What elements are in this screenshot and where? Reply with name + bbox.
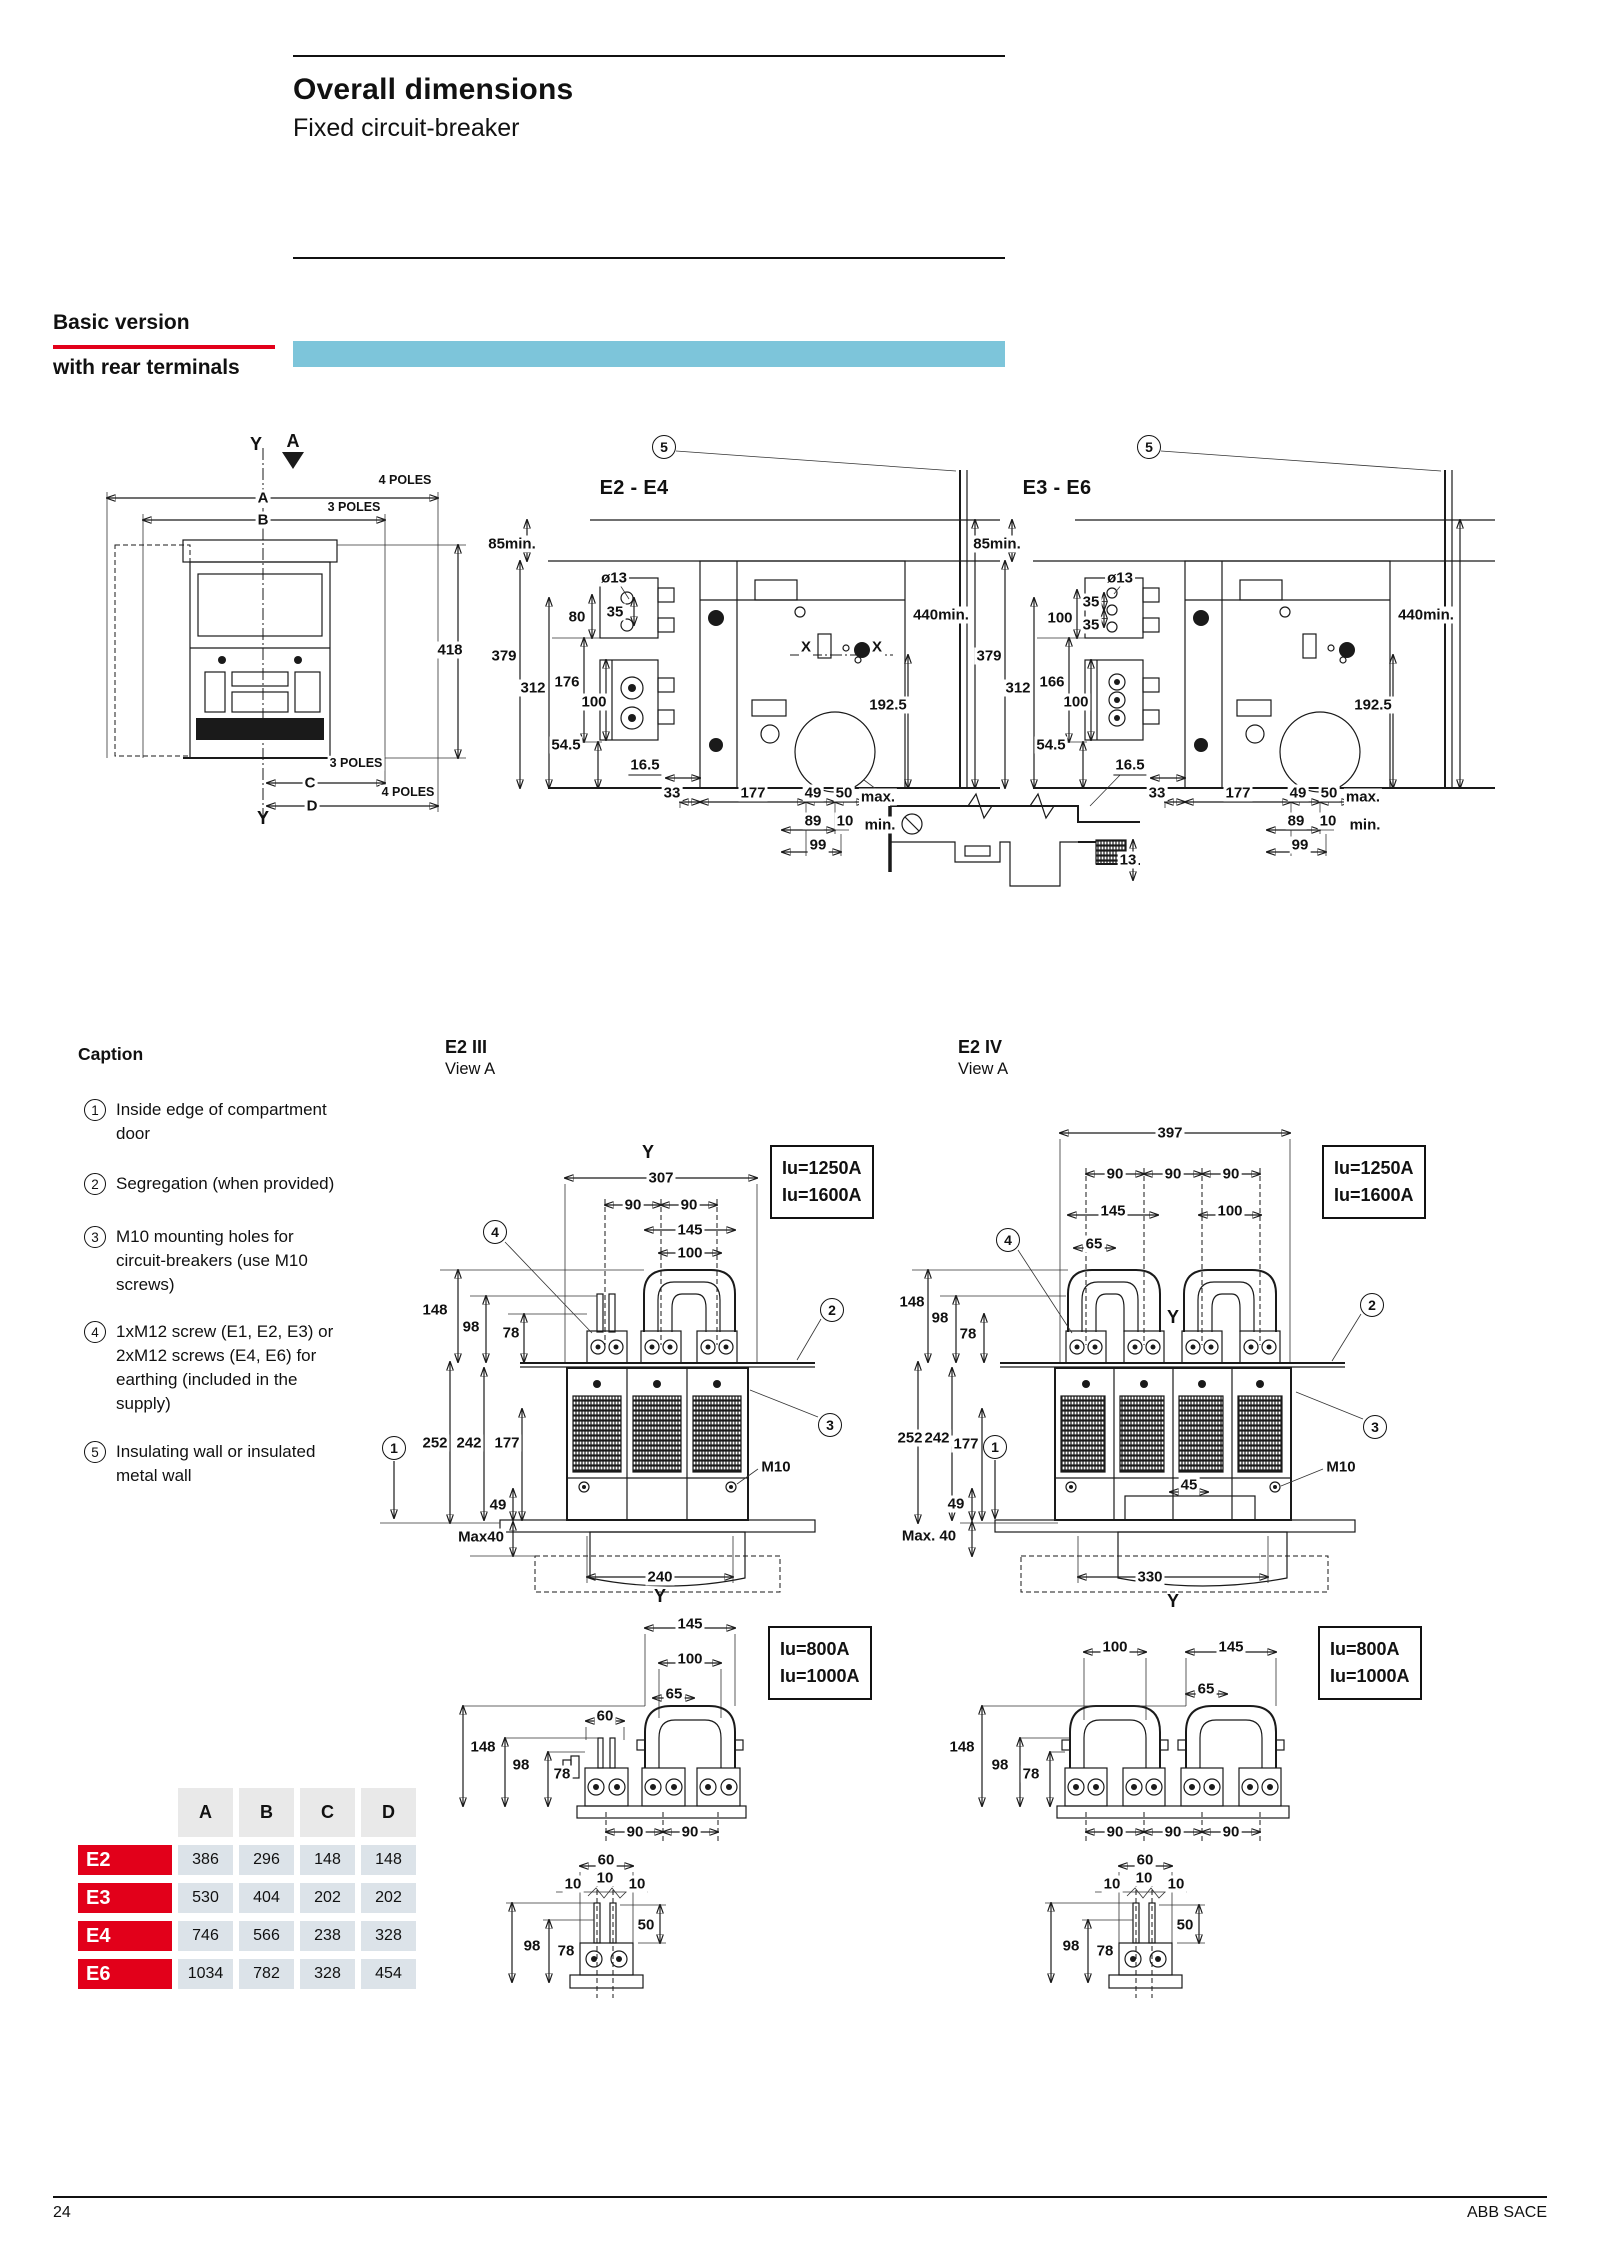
dim-label: 65 bbox=[1197, 1680, 1215, 1698]
dim-label: 10 bbox=[1135, 1869, 1153, 1887]
rating-line: Iu=800A bbox=[1330, 1639, 1400, 1659]
dim-label: X bbox=[800, 638, 812, 656]
dim-label: 90 bbox=[1222, 1165, 1240, 1183]
front-view-drawing bbox=[107, 448, 466, 822]
dim-label: ø13 bbox=[601, 569, 627, 587]
caption-text: 1xM12 screw (E1, E2, E3) or 2xM12 screws (E4, E6) for earthing (included in the supply) bbox=[116, 1322, 334, 1413]
dim-label: 10 bbox=[628, 1875, 646, 1893]
dim-label: 177 bbox=[494, 1434, 520, 1452]
dim-label: 177 bbox=[1225, 784, 1251, 802]
dim-label: 50 bbox=[835, 784, 853, 802]
table-cell: 782 bbox=[239, 1959, 294, 1989]
dim-label: 145 bbox=[677, 1615, 703, 1633]
section-title-line1: Basic version bbox=[53, 311, 190, 334]
rating-box-e2iii-high bbox=[770, 1145, 874, 1219]
dim-label: 100 bbox=[1102, 1638, 1128, 1656]
table-cell: 328 bbox=[361, 1921, 416, 1951]
dim-label: 148 bbox=[949, 1738, 975, 1756]
table-cell: 746 bbox=[178, 1921, 233, 1951]
dim-label: 10 bbox=[1319, 812, 1337, 830]
dim-label: 90 bbox=[681, 1823, 699, 1841]
dim-label: 65 bbox=[665, 1685, 683, 1703]
dim-label: 16.5 bbox=[1115, 756, 1145, 774]
table-col-header: B bbox=[239, 1788, 294, 1837]
dim-label: 379 bbox=[976, 647, 1002, 665]
dim-label: 100 bbox=[581, 693, 607, 711]
e2iii-title: E2 III bbox=[445, 1037, 488, 1057]
dim-label: 78 bbox=[1022, 1765, 1040, 1783]
dim-label: 148 bbox=[470, 1738, 496, 1756]
callout-4: 4 bbox=[996, 1228, 1020, 1252]
dim-label: 166 bbox=[1039, 673, 1065, 691]
rating-box-e2iii-low bbox=[768, 1626, 872, 1700]
table-cell: 530 bbox=[178, 1883, 233, 1913]
e2iv-heading bbox=[958, 1038, 1008, 1078]
dim-label: A bbox=[286, 431, 300, 451]
dim-label: 35 bbox=[1082, 593, 1100, 611]
dim-label: Y bbox=[256, 808, 270, 828]
dim-label: 3 POLES bbox=[329, 755, 383, 770]
table-cell: 328 bbox=[300, 1959, 355, 1989]
callout-3: 3 bbox=[818, 1413, 842, 1437]
dim-label: 98 bbox=[523, 1937, 541, 1955]
dim-label: 330 bbox=[1137, 1568, 1163, 1586]
dim-label: ø13 bbox=[1107, 569, 1133, 587]
caption-item bbox=[84, 1172, 346, 1196]
dim-label: 440min. bbox=[1398, 606, 1454, 624]
caption-text: M10 mounting holes for circuit-breakers (use M10 screws) bbox=[116, 1227, 308, 1294]
dim-label: Max. 40 bbox=[901, 1527, 957, 1545]
dim-label: 60 bbox=[597, 1851, 615, 1869]
dim-label: 440min. bbox=[913, 606, 969, 624]
dim-label: 85min. bbox=[488, 535, 536, 553]
dim-label: 418 bbox=[437, 641, 463, 659]
e2iv-title: E2 IV bbox=[958, 1037, 1003, 1057]
rating-line: Iu=1600A bbox=[782, 1185, 862, 1205]
dim-label: Max40 bbox=[458, 1528, 504, 1546]
table-cell: 148 bbox=[300, 1845, 355, 1875]
rating-line: Iu=1000A bbox=[780, 1666, 860, 1686]
dim-label: 85min. bbox=[973, 535, 1021, 553]
caption-number-icon: 4 bbox=[84, 1321, 106, 1343]
dim-label: M10 bbox=[1326, 1458, 1356, 1476]
dim-label: min. bbox=[1349, 816, 1381, 834]
rating-line: Iu=1600A bbox=[1334, 1185, 1414, 1205]
table-cell: 148 bbox=[361, 1845, 416, 1875]
dim-label: 99 bbox=[1291, 836, 1309, 854]
dim-label: 16.5 bbox=[630, 756, 660, 774]
callout-2: 2 bbox=[820, 1298, 844, 1322]
dim-label: 312 bbox=[1005, 679, 1031, 697]
table-cell: 296 bbox=[239, 1845, 294, 1875]
dim-label: 177 bbox=[740, 784, 766, 802]
dim-label: 242 bbox=[456, 1434, 482, 1452]
dim-label: 33 bbox=[663, 784, 681, 802]
table-row-label: E4 bbox=[78, 1921, 172, 1951]
table-cell: 202 bbox=[300, 1883, 355, 1913]
dim-label: 3 POLES bbox=[327, 499, 381, 514]
dim-label: 100 bbox=[1217, 1202, 1243, 1220]
rating-box-e2iv-high bbox=[1322, 1145, 1426, 1219]
table-col-header: D bbox=[361, 1788, 416, 1837]
rating-line: Iu=800A bbox=[780, 1639, 850, 1659]
dim-label: 89 bbox=[804, 812, 822, 830]
dim-label: max. bbox=[860, 788, 896, 806]
caption-number-icon: 3 bbox=[84, 1226, 106, 1248]
caption-number-icon: 5 bbox=[84, 1441, 106, 1463]
rating-line: Iu=1250A bbox=[782, 1158, 862, 1178]
dim-label: Y bbox=[653, 1586, 667, 1606]
rating-line: Iu=1000A bbox=[1330, 1666, 1410, 1686]
dim-label: 33 bbox=[1148, 784, 1166, 802]
callout-2: 2 bbox=[1360, 1293, 1384, 1317]
dim-label: 100 bbox=[1063, 693, 1089, 711]
table-col-header: A bbox=[178, 1788, 233, 1837]
table-row-label: E2 bbox=[78, 1845, 172, 1875]
dim-label: D bbox=[306, 797, 318, 815]
caption-item bbox=[84, 1440, 346, 1488]
dimensions-table bbox=[78, 1788, 416, 1989]
dim-label: 78 bbox=[557, 1942, 575, 1960]
table-row-label: E6 bbox=[78, 1959, 172, 1989]
dim-label: 50 bbox=[637, 1916, 655, 1934]
dim-label: 98 bbox=[1062, 1937, 1080, 1955]
dim-label: 90 bbox=[1106, 1165, 1124, 1183]
e2-iii-view-a-drawing bbox=[380, 1178, 821, 1592]
dim-label: 379 bbox=[491, 647, 517, 665]
caption-number-icon: 1 bbox=[84, 1099, 106, 1121]
drawing-title: E3 - E6 bbox=[1022, 477, 1092, 499]
dim-label: 145 bbox=[1218, 1638, 1244, 1656]
table-cell: 1034 bbox=[178, 1959, 233, 1989]
dim-label: 60 bbox=[596, 1707, 614, 1725]
dim-label: 312 bbox=[520, 679, 546, 697]
rating-line: Iu=1250A bbox=[1334, 1158, 1414, 1178]
dim-label: 90 bbox=[626, 1823, 644, 1841]
caption-text: Insulating wall or insulated metal wall bbox=[116, 1442, 316, 1485]
dim-label: 90 bbox=[1106, 1823, 1124, 1841]
table-cell: 404 bbox=[239, 1883, 294, 1913]
dim-label: 99 bbox=[809, 836, 827, 854]
dim-label: 35 bbox=[1082, 616, 1100, 634]
callout-5: 5 bbox=[652, 435, 676, 459]
dim-label: 13 bbox=[1119, 851, 1137, 869]
dim-label: 45 bbox=[1180, 1476, 1198, 1494]
dim-label: 192.5 bbox=[1354, 696, 1392, 714]
dim-label: 90 bbox=[1222, 1823, 1240, 1841]
caption-item bbox=[84, 1320, 346, 1416]
e2-iv-low-rating-drawing bbox=[982, 1652, 1289, 1844]
drawing-title: E2 - E4 bbox=[599, 477, 669, 499]
dim-label: 90 bbox=[1164, 1165, 1182, 1183]
rating-box-e2iv-low bbox=[1318, 1626, 1422, 1700]
dim-label: 307 bbox=[648, 1169, 674, 1187]
table-cell: 386 bbox=[178, 1845, 233, 1875]
dim-label: 177 bbox=[953, 1435, 979, 1453]
page-title: Overall dimensions bbox=[293, 73, 574, 106]
callout-5: 5 bbox=[1137, 435, 1161, 459]
e2iii-heading bbox=[445, 1038, 495, 1078]
caption-item bbox=[84, 1098, 346, 1146]
dim-label: 78 bbox=[502, 1324, 520, 1342]
caption-number-icon: 2 bbox=[84, 1173, 106, 1195]
dim-label: 78 bbox=[1096, 1942, 1114, 1960]
dim-label: 242 bbox=[924, 1429, 950, 1447]
callout-3: 3 bbox=[1363, 1415, 1387, 1439]
dim-label: 100 bbox=[677, 1650, 703, 1668]
table-col-header: C bbox=[300, 1788, 355, 1837]
dim-label: 49 bbox=[1289, 784, 1307, 802]
dim-label: 49 bbox=[804, 784, 822, 802]
mounting-detail-drawing bbox=[890, 773, 1140, 886]
dim-label: X bbox=[871, 638, 883, 656]
dim-label: 10 bbox=[836, 812, 854, 830]
dim-label: 90 bbox=[680, 1196, 698, 1214]
e2iii-view-label: View A bbox=[445, 1060, 496, 1078]
table-cell: 202 bbox=[361, 1883, 416, 1913]
dim-label: 78 bbox=[959, 1325, 977, 1343]
dim-label: 176 bbox=[554, 673, 580, 691]
dim-label: M10 bbox=[761, 1458, 791, 1476]
dim-label: 4 POLES bbox=[381, 784, 435, 799]
dim-label: 10 bbox=[564, 1875, 582, 1893]
dim-label: 252 bbox=[422, 1434, 448, 1452]
caption-heading: Caption bbox=[78, 1044, 144, 1064]
footer-rule bbox=[53, 2196, 1547, 2198]
dim-label: 50 bbox=[1176, 1916, 1194, 1934]
dim-label: 35 bbox=[606, 603, 624, 621]
caption-text: Inside edge of compartment door bbox=[116, 1100, 327, 1143]
callout-4: 4 bbox=[483, 1220, 507, 1244]
dim-label: 397 bbox=[1157, 1124, 1183, 1142]
dim-label: 4 POLES bbox=[378, 472, 432, 487]
dim-label: 10 bbox=[1167, 1875, 1185, 1893]
caption-text: Segregation (when provided) bbox=[116, 1174, 335, 1193]
table-cell: 566 bbox=[239, 1921, 294, 1951]
dim-label: 90 bbox=[1164, 1823, 1182, 1841]
callout-1: 1 bbox=[382, 1436, 406, 1460]
table-cell: 454 bbox=[361, 1959, 416, 1989]
dim-label: 49 bbox=[489, 1496, 507, 1514]
table-cell: 238 bbox=[300, 1921, 355, 1951]
dim-label: 145 bbox=[1100, 1202, 1126, 1220]
dim-label: 60 bbox=[1136, 1851, 1154, 1869]
dim-label: Y bbox=[1166, 1591, 1180, 1611]
dim-label: 98 bbox=[462, 1318, 480, 1336]
dim-label: 65 bbox=[1085, 1235, 1103, 1253]
dim-label: 148 bbox=[899, 1293, 925, 1311]
dim-label: 192.5 bbox=[869, 696, 907, 714]
dim-label: 50 bbox=[1320, 784, 1338, 802]
caption-item bbox=[84, 1225, 346, 1297]
dim-label: 98 bbox=[991, 1756, 1009, 1774]
dim-label: Y bbox=[641, 1142, 655, 1162]
dim-label: 100 bbox=[1047, 609, 1073, 627]
dim-label: 78 bbox=[553, 1765, 571, 1783]
dim-label: 89 bbox=[1287, 812, 1305, 830]
dim-label: 54.5 bbox=[1036, 736, 1066, 754]
section-title-line2: with rear terminals bbox=[53, 356, 240, 379]
table-row-label: E3 bbox=[78, 1883, 172, 1913]
dim-label: 10 bbox=[596, 1869, 614, 1887]
dim-label: 90 bbox=[624, 1196, 642, 1214]
e2-iv-view-a-drawing bbox=[912, 1133, 1363, 1592]
dim-label: 100 bbox=[677, 1244, 703, 1262]
dim-label: A bbox=[257, 489, 269, 507]
dim-label: 80 bbox=[568, 608, 586, 626]
page-subtitle: Fixed circuit-breaker bbox=[293, 114, 520, 142]
dim-label: C bbox=[304, 774, 316, 792]
dim-label: 49 bbox=[947, 1495, 965, 1513]
dim-label: 145 bbox=[677, 1221, 703, 1239]
dim-label: 10 bbox=[1103, 1875, 1121, 1893]
dim-label: Y bbox=[249, 434, 263, 454]
footer-brand: ABB SACE bbox=[1466, 2204, 1547, 2221]
dim-label: B bbox=[257, 511, 269, 529]
page-number: 24 bbox=[53, 2204, 71, 2221]
dim-label: 240 bbox=[647, 1568, 673, 1586]
dim-label: min. bbox=[864, 816, 896, 834]
dim-label: 98 bbox=[512, 1756, 530, 1774]
callout-1: 1 bbox=[983, 1435, 1007, 1459]
dim-label: 148 bbox=[422, 1301, 448, 1319]
dim-label: max. bbox=[1345, 788, 1381, 806]
table-corner bbox=[78, 1788, 172, 1837]
e2iv-view-label: View A bbox=[958, 1060, 1009, 1078]
dim-label: Y bbox=[1166, 1307, 1180, 1327]
dim-label: 54.5 bbox=[551, 736, 581, 754]
dim-label: 252 bbox=[897, 1429, 923, 1447]
dim-label: 98 bbox=[931, 1309, 949, 1327]
